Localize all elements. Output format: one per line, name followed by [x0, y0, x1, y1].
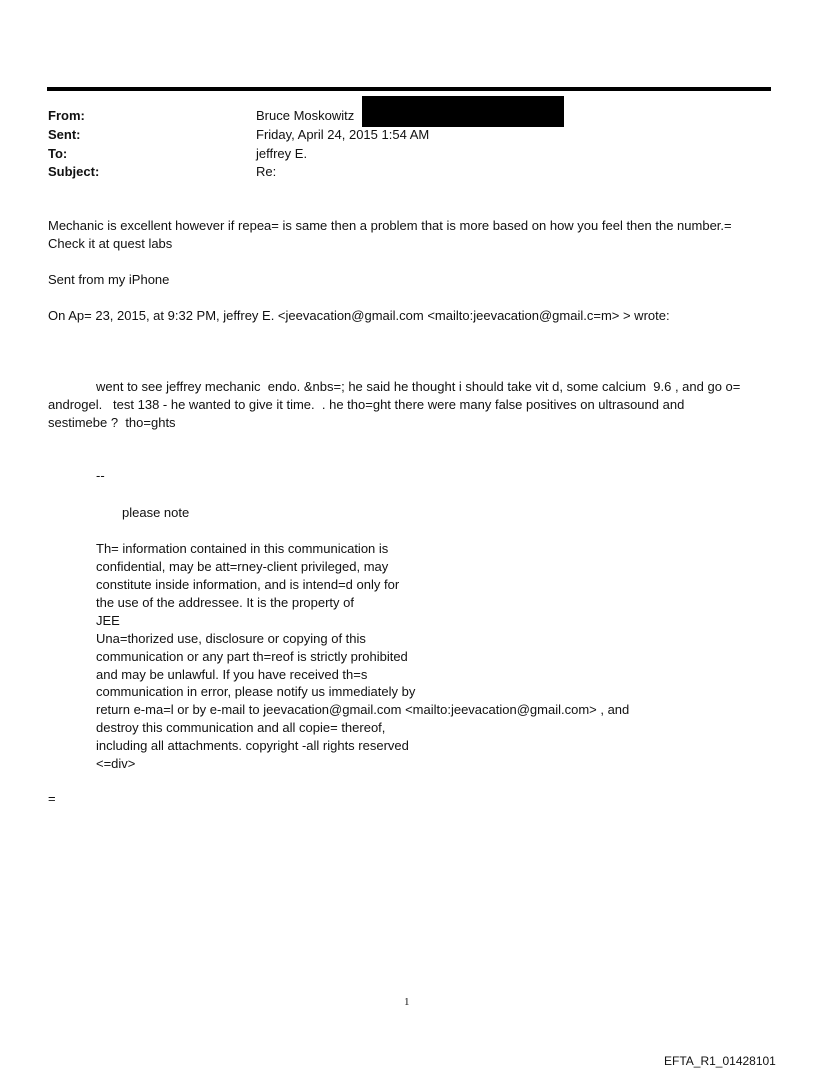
header-rule: [47, 87, 771, 91]
quote-intro: On Ap= 23, 2015, at 9:32 PM, jeffrey E. <jeevacation@gmail.com <mailto:jeevacation@gmail.c=m> > wrote:: [48, 308, 670, 323]
reply-line-2: Check it at quest labs: [48, 236, 173, 251]
disclaimer-line: return e-ma=l or by e-mail to jeevacation@gmail.com <mailto:jeevacation@gmail.com> , and: [96, 702, 630, 717]
disclaimer-line: communication in error, please notify us immediately by: [96, 684, 416, 699]
from-value: Bruce Moskowitz: [256, 108, 355, 123]
from-label: From:: [48, 108, 85, 123]
quoted-line-1: went to see jeffrey mechanic endo. &nbs=; he said he thought i should take vit d, some calcium 9.6 , and go o=: [96, 379, 741, 394]
disclaimer-line: JEE: [96, 613, 120, 628]
to-value: jeffrey E.: [256, 146, 308, 161]
page-number: 1: [404, 996, 410, 1008]
subject-value: Re:: [256, 164, 277, 179]
disclaimer-line: the use of the addressee. It is the property of: [96, 595, 354, 610]
subject-label: Subject:: [48, 164, 100, 179]
disclaimer-line: Una=thorized use, disclosure or copying of this: [96, 631, 366, 646]
disclaimer-line: and may be unlawful. If you have received th=s: [96, 667, 368, 682]
disclaimer-line: <=div>: [96, 756, 136, 771]
sent-label: Sent:: [48, 127, 81, 142]
disclaimer-line: communication or any part th=reof is strictly prohibited: [96, 649, 408, 664]
signature: Sent from my iPhone: [48, 272, 170, 287]
disclaimer-line: destroy this communication and all copie= thereof,: [96, 720, 386, 735]
disclaimer-line: including all attachments. copyright -all rights reserved: [96, 738, 409, 753]
trailing-equals: =: [48, 791, 56, 806]
redaction-block: [362, 96, 564, 127]
quoted-line-2: androgel. test 138 - he wanted to give it time. . he tho=ght there were many false positives on ultrasound and: [48, 397, 685, 412]
please-note: please note: [122, 505, 190, 520]
disclaimer-line: constitute inside information, and is intend=d only for: [96, 577, 400, 592]
sent-value: Friday, April 24, 2015 1:54 AM: [256, 127, 430, 142]
disclaimer-line: confidential, may be att=rney-client privileged, may: [96, 559, 389, 574]
to-label: To:: [48, 146, 68, 161]
reply-line-1: Mechanic is excellent however if repea= is same then a problem that is more based on how you feel then the number.=: [48, 218, 732, 233]
document-id: EFTA_R1_01428101: [664, 1054, 776, 1068]
disclaimer-line: Th= information contained in this communication is: [96, 541, 389, 556]
quoted-line-3: sestimebe ? tho=ghts: [48, 415, 176, 430]
signature-dashes: --: [96, 468, 105, 483]
